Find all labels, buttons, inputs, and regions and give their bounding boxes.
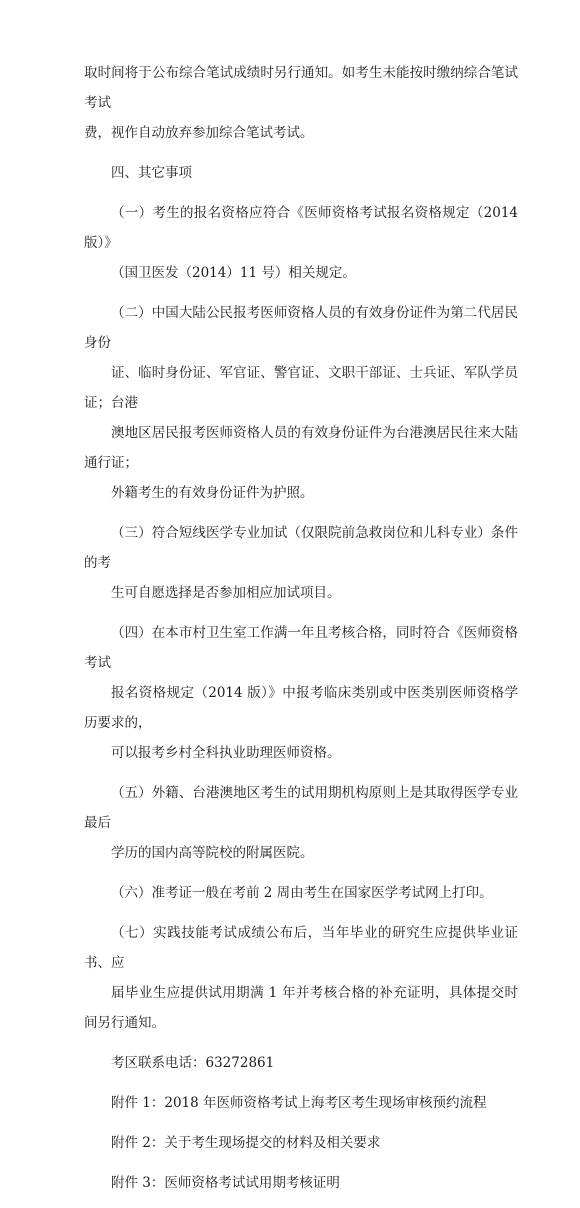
text-line: 四、其它事项 [111, 165, 192, 181]
text-line: 费，视作自动放弃参加综合笔试考试。 [84, 125, 314, 141]
text-line: 报名资格规定（2014 版）》中报考临床类别或中医类别医师资格学历要求的， [84, 685, 518, 731]
paragraph-item-7 [84, 918, 518, 1038]
text-line: （六）准考证一般在考前 2 周由考生在国家医学考试网上打印。 [111, 885, 493, 901]
text-line: 学历的国内高等院校的附属医院。 [111, 845, 314, 861]
text-line: （一）考生的报名资格应符合《医师资格考试报名资格规定（2014 版）》 [84, 205, 518, 251]
text-line: 附件 1：2018 年医师资格考试上海考区考生现场审核预约流程 [111, 1095, 487, 1111]
paragraph-continued-fee [84, 58, 518, 148]
text-line: （国卫医发（2014）11 号）相关规定。 [111, 265, 356, 281]
paragraph-item-6 [84, 878, 518, 908]
text-line: 附件 2：关于考生现场提交的材料及相关要求 [111, 1135, 381, 1151]
paragraph-item-1 [84, 198, 518, 288]
document-body [84, 58, 518, 1208]
paragraph-attachment-1 [84, 1088, 518, 1118]
paragraph-item-4 [84, 618, 518, 768]
text-line: （四）在本市村卫生室工作满一年且考核合格，同时符合《医师资格考试 [84, 625, 518, 671]
text-line: 届毕业生应提供试用期满 1 年并考核合格的补充证明，具体提交时间另行通知。 [84, 985, 518, 1031]
text-line: （七）实践技能考试成绩公布后，当年毕业的研究生应提供毕业证书、应 [84, 925, 518, 971]
paragraph-attachment-2 [84, 1128, 518, 1158]
paragraph-item-2 [84, 298, 518, 508]
text-line: （二）中国大陆公民报考医师资格人员的有效身份证件为第二代居民身份 [84, 305, 518, 351]
paragraph-item-5 [84, 778, 518, 868]
text-line: 生可自愿选择是否参加相应加试项目。 [111, 585, 341, 601]
paragraph-section-heading [84, 158, 518, 188]
text-line: 考区联系电话：63272861 [111, 1055, 275, 1071]
text-line: 取时间将于公布综合笔试成绩时另行通知。如考生未能按时缴纳综合笔试考试 [84, 65, 518, 111]
text-line: （三）符合短线医学专业加试（仅限院前急救岗位和儿科专业）条件的考 [84, 525, 518, 571]
paragraph-attachment-3 [84, 1168, 518, 1198]
paragraph-item-3 [84, 518, 518, 608]
text-line: 附件 3：医师资格考试试用期考核证明 [111, 1175, 340, 1191]
text-line: 外籍考生的有效身份证件为护照。 [111, 485, 314, 501]
paragraph-contact-phone [84, 1048, 518, 1078]
text-line: 澳地区居民报考医师资格人员的有效身份证件为台港澳居民往来大陆通行证； [84, 425, 518, 471]
text-line: 证、临时身份证、军官证、警官证、文职干部证、士兵证、军队学员证；台港 [84, 365, 518, 411]
text-line: 可以报考乡村全科执业助理医师资格。 [111, 745, 341, 761]
text-line: （五）外籍、台港澳地区考生的试用期机构原则上是其取得医学专业最后 [84, 785, 518, 831]
